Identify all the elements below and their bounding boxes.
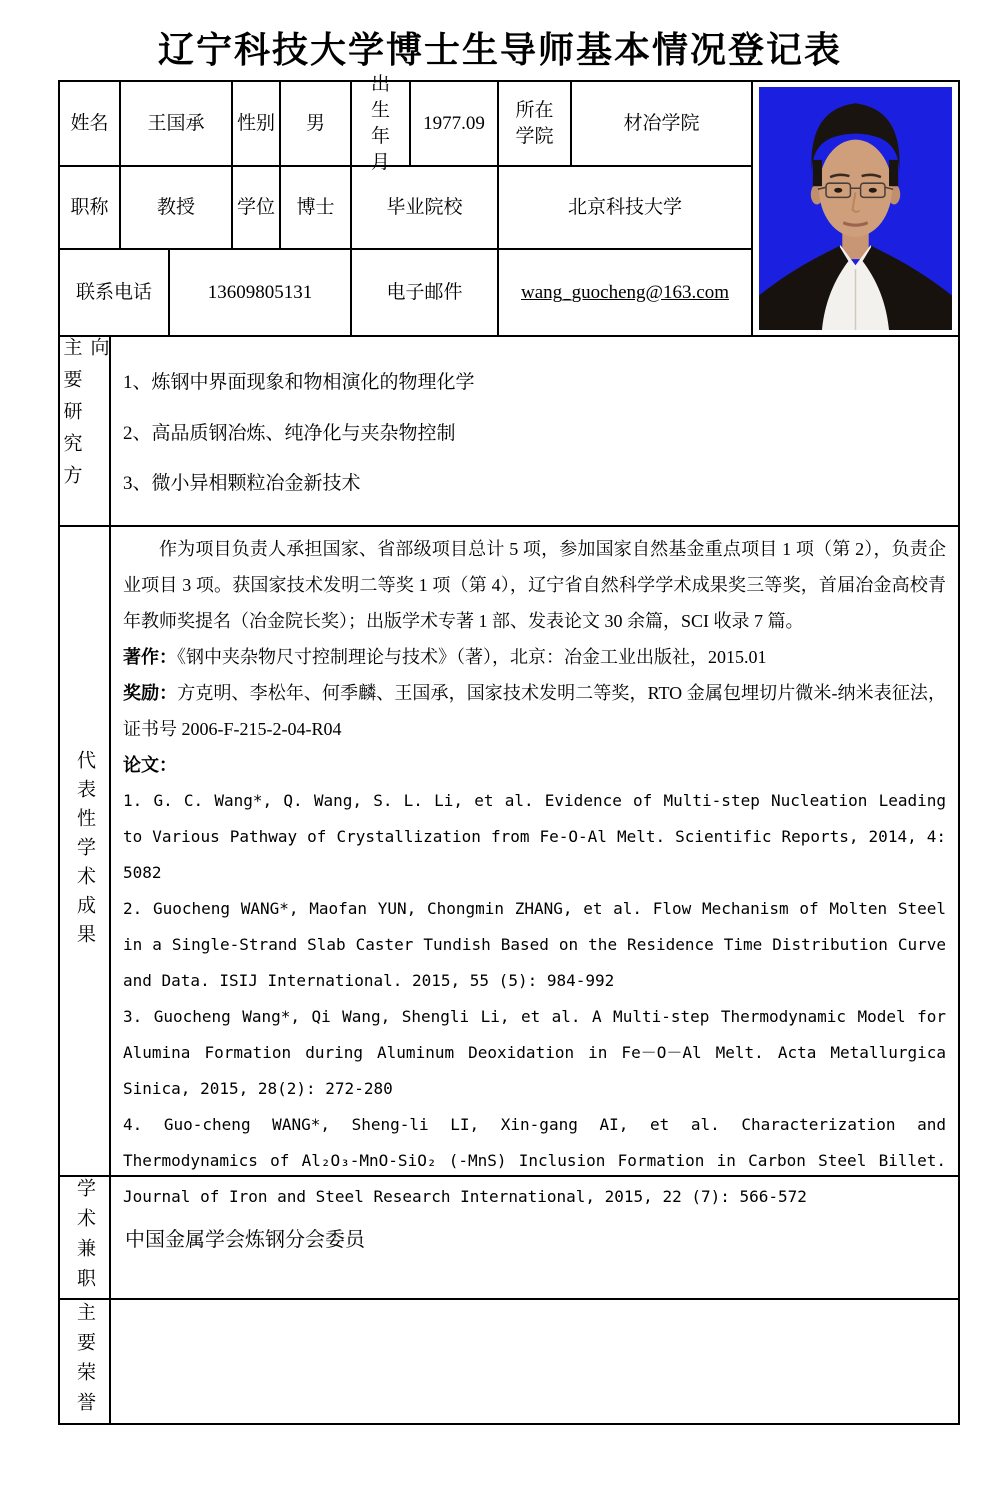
graduate-school-label: 毕业院校 (352, 167, 499, 248)
achievements-intro: 作为项目负责人承担国家、省部级项目总计 5 项，参加国家自然基金重点项目 1 项（第 2），负责企业项目 3 项。获国家技术发明二等奖 1 项（第 4），辽宁省自然科学学术成果奖三等奖，首届冶金高校青年教师奖提名（冶金院长奖）；出版学术专著 1 部、发表论文 30 余篇，SCI 收录 7 篇。 (123, 539, 946, 631)
positions-section-label: 学术兼职 (74, 1177, 95, 1298)
graduate-school-value: 北京科技大学 (567, 196, 682, 218)
award-label: 奖励： (123, 683, 178, 703)
birth-label: 出生年月 (352, 82, 411, 165)
gender-value: 男 (281, 82, 352, 165)
photo-cell (753, 82, 958, 335)
research-item-1: 1、炼钢中界面现象和物相演化的物理化学 (123, 371, 475, 393)
research-section-label: 主要研究方向 (60, 337, 109, 497)
name-value: 王国承 (121, 82, 233, 165)
job-title-value: 教授 (121, 167, 233, 248)
honors-section-label: 主要荣誉 (74, 1301, 95, 1422)
degree-label: 学位 (233, 167, 281, 248)
birth-value: 1977.09 (411, 82, 499, 165)
research-item-2: 2、高品质钢冶炼、纯净化与夹杂物控制 (123, 422, 456, 444)
email-label: 电子邮件 (352, 250, 499, 335)
paper-item-3: 3. Guocheng Wang*, Qi Wang, Shengli Li, et al. A Multi-step Thermodynamic Model for Alumina Formation during Aluminum Deoxidation in Fe－O－Al Melt. Acta Metallurgica Sinica, 2015, 28(2): 272-280 (123, 1007, 947, 1098)
portrait-photo (759, 87, 952, 330)
personal-info-block (60, 73, 958, 337)
section-main-honors (60, 1300, 958, 1423)
book-line (123, 639, 946, 675)
award-text: 方克明、李松年、何季麟、王国承，国家技术发明二等奖，RTO 金属包埋切片微米-纳米表征法，证书号 2006-F-215-2-04-R04 (123, 683, 947, 739)
research-item-3: 3、微小异相颗粒冶金新技术 (123, 473, 361, 495)
phone-label: 联系电话 (60, 250, 170, 335)
name-label: 姓名 (60, 82, 121, 165)
papers-label: 论文： (123, 755, 177, 775)
paper-item-4: 4. Guo-cheng WANG*, Sheng-li LI, Xin-gang AI, et al. Characterization and Thermodynamics of Al₂O₃-MnO-SiO₂ (-MnS) Inclusion Formation in Carbon Steel Billet. Journal of Iron and Steel Research International, 2015, 22 (7): 566-572 (123, 1115, 946, 1206)
college-value: 材冶学院 (623, 112, 700, 134)
row-phone-email (60, 250, 751, 335)
achievements-section-label: 代表性学术成果 (74, 749, 95, 953)
job-title-label: 职称 (60, 167, 121, 248)
section-research-directions (60, 337, 958, 527)
paper-item-2: 2. Guocheng WANG*, Maofan YUN, Chongmin ZHANG, et al. Flow Mechanism of Molten Steel in a Single-Strand Slab Caster Tundish Based on the Residence Time Distribution Curve and Data. ISIJ International. 2015, 55 (5): 984-992 (123, 899, 946, 990)
section-achievements (60, 527, 958, 1206)
college-label: 所在学院 (499, 82, 572, 165)
positions-content: 中国金属学会炼钢分会委员 (125, 1229, 365, 1251)
email-value[interactable]: wang_guocheng@163.com (521, 281, 729, 303)
section-academic-positions (60, 1177, 958, 1300)
phone-value: 13609805131 (170, 250, 352, 335)
book-label: 著作： (123, 647, 177, 667)
book-text: 《钢中夹杂物尺寸控制理论与技术》（著），北京：冶金工业出版社，2015.01 (177, 647, 767, 667)
page-title: 辽宁科技大学博士生导师基本情况登记表 (157, 30, 842, 70)
paper-item-1: 1. G. C. Wang*, Q. Wang, S. L. Li, et al. Evidence of Multi-step Nucleation Leading to Various Pathway of Crystallization from Fe-O-Al Melt. Scientific Reports, 2014, 4: 5082 (123, 791, 946, 882)
row-name-gender-birth (60, 73, 751, 173)
honors-content (111, 1300, 958, 1423)
award-line (123, 675, 946, 747)
degree-value: 博士 (281, 167, 352, 248)
info-table (58, 73, 960, 1425)
row-title-degree-school (60, 167, 751, 250)
gender-label: 性别 (233, 82, 281, 165)
